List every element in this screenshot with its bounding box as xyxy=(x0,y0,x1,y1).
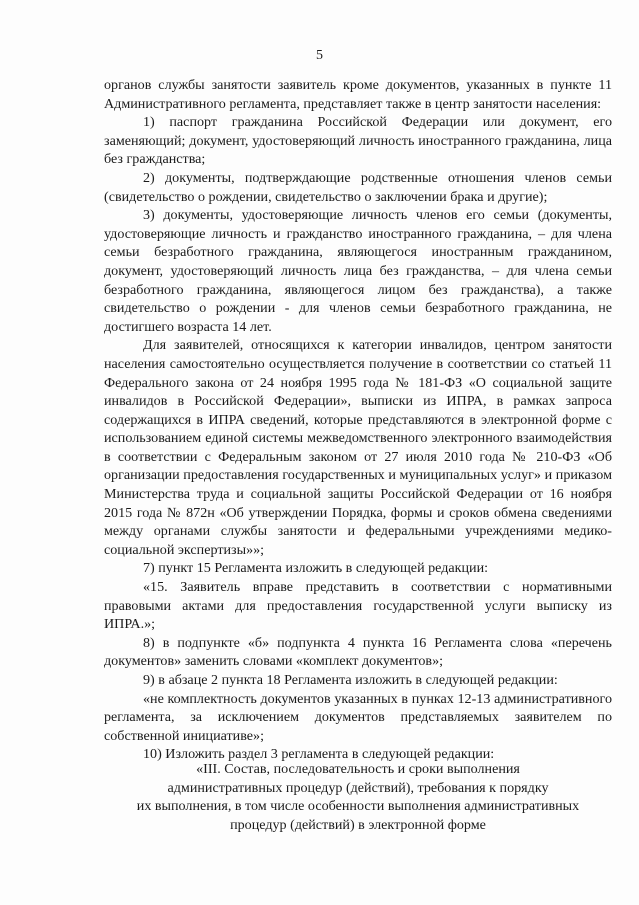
amendment-item: 9) в абзаце 2 пункта 18 Регламента изложить в следующей редакции: xyxy=(143,672,558,688)
paragraph: органов службы занятости заявитель кроме документов, указанных в пункте 11 Административного регламента, представляет также в центр занятости населения: xyxy=(104,77,612,112)
heading-line: административных процедур (действий), требования к порядку xyxy=(167,779,549,796)
body-text xyxy=(104,76,612,764)
heading-line: процедур (действий) в электронной форме xyxy=(230,816,486,833)
heading-line: «III. Состав, последовательность и сроки выполнения xyxy=(196,761,520,777)
paragraph: Для заявителей, относящихся к категории инвалидов, центром занятости населения самостоятельно осуществляется получение в соответствии со статьей 11 Федерального закона от 24 ноября 1995 года № 181-ФЗ «О социальной защите инвалидов в Российской Федерации», выписки из ИПРА, в рамках запроса содержащихся в ИПРА сведений, которые представляются в электронной форме с использованием единой системы межведомственного электронного взаимодействия в соответствии с Федеральным законом от 27 июля 2010 года № 210-ФЗ «Об организации предоставления государственных и муниципальных услуг» и приказом Министерства труда и социальной защиты Российской Федерации от 16 ноября 2015 года № 872н «Об утверждении Порядка, формы и сроков обмена сведениями между органами службы занятости и федеральными учреждениями медико-социальной экспертизы»»; xyxy=(104,337,612,558)
quoted-text: «15. Заявитель вправе представить в соответствии с нормативными правовыми актами для предоставления государственной услуги выписку из ИПРА.»; xyxy=(104,579,612,633)
amendment-item: 8) в подпункте «б» подпункта 4 пункта 16 Регламента слова «перечень документов» заменить словами «комплект документов»; xyxy=(104,634,612,670)
page-number: 5 xyxy=(316,48,323,63)
list-item: 1) паспорт гражданина Российской Федерации или документ, его заменяющий; документ, удостоверяющий личность иностранного гражданина, лица без гражданства; xyxy=(104,114,612,168)
list-item: 3) документы, удостоверяющие личность членов его семьи (документы, удостоверяющие личность и гражданство иностранного гражданина, – для члена семьи безработного гражданина, являющегося иностранным гражданином, документ, удостоверяющий личность лица без гражданства, – для члена семьи безработного гражданина, являющегося лицом без гражданства), а также свидетельство о рождении - для членов семьи безработного гражданина, не достигшего возраста 14 лет. xyxy=(104,207,612,335)
quoted-text: «не комплектность документов указанных в пунках 12-13 административного регламента, за исключением документов представляемых заявителем по собственной инициативе»; xyxy=(104,690,612,744)
heading-line: их выполнения, в том числе особенности выполнения административных xyxy=(136,798,580,815)
list-item: 2) документы, подтверждающие родственные отношения членов семьи (свидетельство о рождении, свидетельство о заключении брака и другие); xyxy=(104,169,612,205)
amendment-item: 10) Изложить раздел 3 регламента в следующей редакции: xyxy=(143,746,495,763)
amendment-item: 7) пункт 15 Регламента изложить в следующей редакции: xyxy=(143,560,489,577)
section-heading xyxy=(104,760,612,834)
